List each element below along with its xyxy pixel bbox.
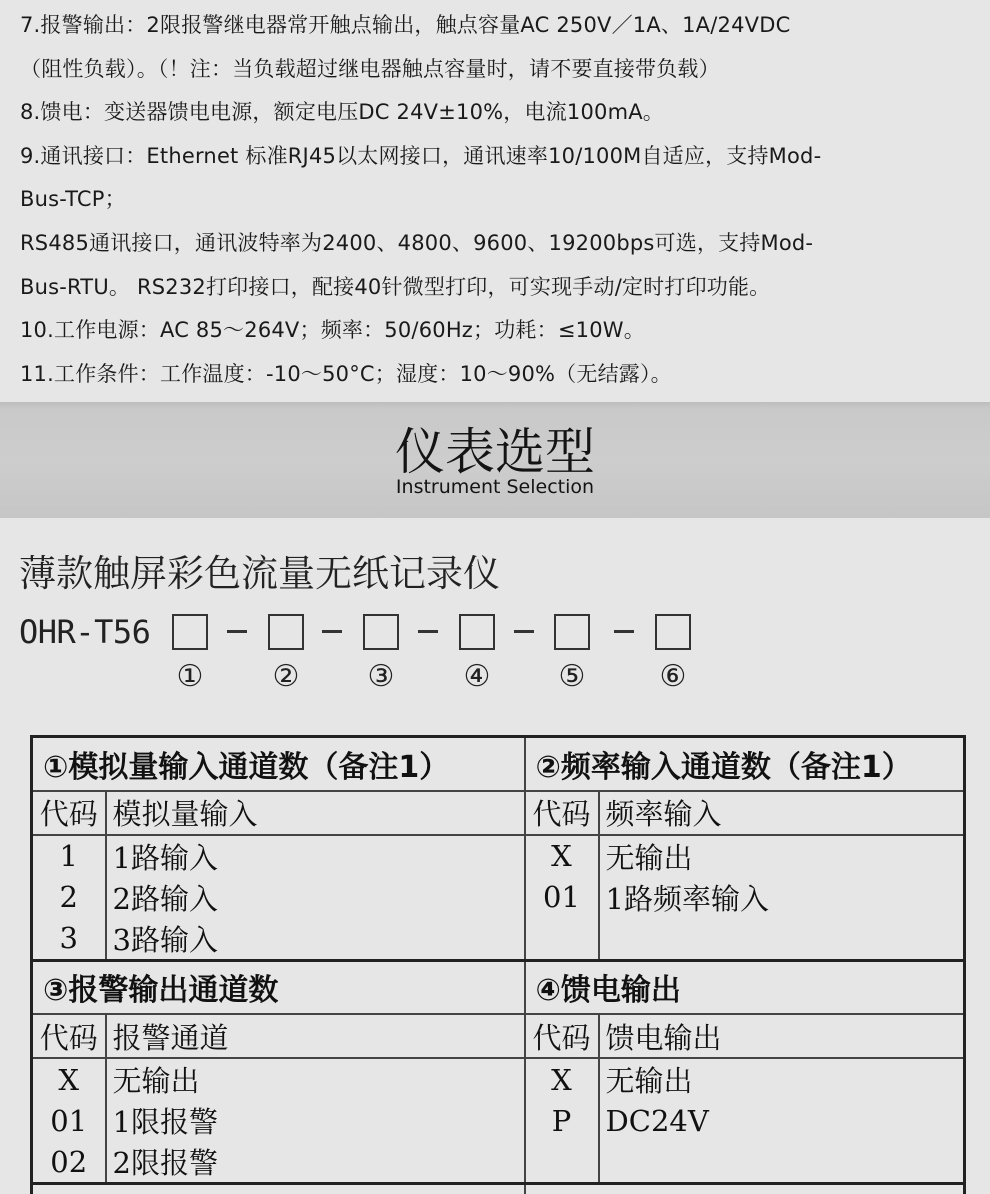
spec-line: （阻性负载）。（！注：当负载超过继电器触点容量时，请不要直接带负载） <box>20 57 720 81</box>
model-slot-dash <box>227 630 247 633</box>
spec-line: 8.馈电：变送器馈电电源，额定电压DC 24V±10%，电流100mA。 <box>20 100 665 124</box>
description-cell <box>599 1141 965 1184</box>
table-row <box>32 1141 965 1184</box>
model-slot-number: ③ <box>367 659 395 694</box>
table-row <box>32 918 965 961</box>
table-continuation <box>106 1184 525 1194</box>
code-cell: 02 <box>32 1141 106 1184</box>
description-cell: 1路频率输入 <box>599 877 965 918</box>
model-slot-number: ⑤ <box>558 659 586 694</box>
code-cell <box>525 1141 599 1184</box>
banner-title: 仪表选型 <box>395 423 595 481</box>
selection-table <box>30 735 966 1194</box>
model-slot-box <box>268 614 304 650</box>
column-header-code: 代码 <box>32 1014 106 1058</box>
code-cell: 2 <box>32 877 106 918</box>
product-title: 薄款触屏彩色流量无纸记录仪 <box>19 552 500 595</box>
table-row <box>32 1100 965 1141</box>
model-slot-box <box>363 614 399 650</box>
code-cell: X <box>525 835 599 877</box>
model-slot-number: ② <box>272 659 300 694</box>
column-header-description: 模拟量输入 <box>106 791 525 835</box>
code-cell: 01 <box>543 880 580 914</box>
section-header-analog-input: ①模拟量输入通道数（备注1） <box>32 737 525 791</box>
spec-line: 9.通讯接口：Ethernet 标准RJ45以太网接口，通讯速率10/100M自适应，支持Mod- <box>20 144 822 168</box>
section-banner <box>0 402 990 518</box>
description-cell: 1路输入 <box>106 835 525 877</box>
spec-line: 10.工作电源：AC 85～264V；频率：50/60Hz；功耗：≤10W。 <box>20 318 645 342</box>
model-slot-box <box>172 614 208 650</box>
description-cell <box>599 918 965 961</box>
column-header-code: 代码 <box>525 1014 599 1058</box>
spec-line: 11.工作条件：工作温度：-10～50°C；湿度：10～90%（无结露）。 <box>20 362 672 386</box>
code-cell <box>525 918 599 961</box>
table-continuation <box>599 1184 965 1194</box>
code-cell: 1 <box>32 835 106 877</box>
model-slot-box <box>554 614 590 650</box>
code-cell: X <box>32 1058 106 1100</box>
column-header-description: 馈电输出 <box>599 1014 965 1058</box>
model-slot-dash <box>418 630 438 633</box>
code-cell: P <box>551 1103 572 1138</box>
column-header-description: 频率输入 <box>599 791 965 835</box>
model-slot-dash <box>514 630 534 633</box>
code-cell: 3 <box>32 918 106 961</box>
column-header-code: 代码 <box>32 791 106 835</box>
model-prefix: OHR-T56 <box>19 613 151 651</box>
model-slot-dash <box>322 630 342 633</box>
model-slot-box <box>655 614 691 650</box>
banner-subtitle: Instrument Selection <box>395 476 595 498</box>
table-row <box>32 835 965 877</box>
code-cell: X <box>525 1058 599 1100</box>
section-header-frequency-input: ②频率输入通道数（备注1） <box>525 737 965 791</box>
model-slot-number: ① <box>176 659 204 694</box>
description-cell: 3路输入 <box>106 918 525 961</box>
description-cell: 1限报警 <box>106 1100 525 1141</box>
table-continuation <box>32 1184 106 1194</box>
model-slot-number: ④ <box>463 659 491 694</box>
description-cell: 2限报警 <box>106 1141 525 1184</box>
model-slot-dash <box>614 630 634 633</box>
table-row <box>32 877 965 918</box>
spec-line: Bus-TCP； <box>20 187 126 211</box>
table-continuation <box>525 1184 599 1194</box>
spec-line: Bus-RTU。 RS232打印接口，配接40针微型打印，可实现手动/定时打印功能。 <box>20 275 771 299</box>
section-header-alarm-output: ③报警输出通道数 <box>32 960 525 1014</box>
description-cell: 无输出 <box>599 835 965 877</box>
spec-line: RS485通讯接口，通讯波特率为2400、4800、9600、19200bps可选，支持Mod- <box>20 231 814 255</box>
description-cell: DC24V <box>599 1100 965 1141</box>
column-header-code: 代码 <box>525 791 599 835</box>
description-cell: 无输出 <box>599 1058 965 1100</box>
description-cell: 2路输入 <box>106 877 525 918</box>
spec-line: 7.报警输出：2限报警继电器常开触点输出，触点容量AC 250V／1A、1A/24VDC <box>20 13 791 37</box>
section-header-feed-output: ④馈电输出 <box>525 960 965 1014</box>
column-header-description: 报警通道 <box>106 1014 525 1058</box>
model-slot-box <box>459 614 495 650</box>
table-row <box>32 1058 965 1100</box>
model-slot-number: ⑥ <box>659 659 687 694</box>
description-cell: 无输出 <box>106 1058 525 1100</box>
code-cell: 01 <box>32 1100 106 1141</box>
